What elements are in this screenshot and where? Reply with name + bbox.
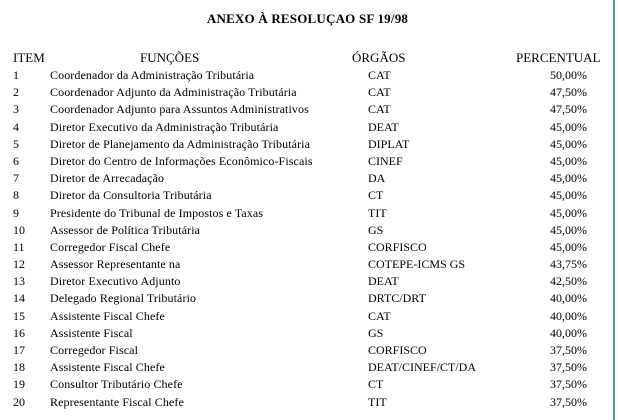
item-cell: 5 [13, 136, 19, 151]
table-row [0, 102, 615, 119]
table-row [0, 326, 615, 343]
orgao-cell: CAT [368, 68, 391, 82]
percentual-cell: 37,50% [550, 343, 587, 357]
table-row [0, 85, 615, 102]
funcao-cell: Diretor da Consultoria Tributária [50, 188, 212, 203]
table-row [0, 274, 615, 291]
orgao-cell: GS [368, 325, 384, 340]
orgao-cell: DEAT [368, 119, 399, 134]
percentual-cell: 45,00% [550, 188, 587, 203]
funcao-cell: Coordenador Adjunto da Administração Tributária [50, 85, 297, 100]
header-item: ITEM [13, 50, 45, 65]
item-cell: 1 [13, 68, 19, 82]
percentual-cell: 40,00% [550, 291, 587, 306]
table-row [0, 291, 615, 308]
percentual-cell: 45,00% [550, 205, 587, 220]
funcao-cell: Corregedor Fiscal [50, 343, 139, 357]
item-cell: 2 [13, 85, 19, 100]
percentual-cell: 40,00% [550, 308, 587, 323]
percentual-cell: 45,00% [550, 153, 587, 168]
percentual-cell: 45,00% [550, 136, 587, 151]
funcao-cell: Diretor de Arrecadação [50, 171, 165, 186]
orgao-cell: CORFISCO [368, 239, 427, 254]
percentual-cell: 40,00% [550, 325, 587, 340]
table-row [0, 206, 615, 223]
item-cell: 14 [13, 291, 25, 306]
percentual-cell: 37,50% [550, 360, 587, 375]
item-cell: 16 [13, 325, 25, 340]
funcao-cell: Corregedor Fiscal Chefe [50, 239, 171, 254]
item-cell: 17 [13, 343, 25, 357]
funcao-cell: Diretor Executivo da Administração Tributária [50, 119, 279, 134]
orgao-cell: TIT [368, 205, 387, 220]
table-row [0, 154, 615, 171]
funcao-cell: Presidente do Tribunal de Impostos e Taxas [50, 205, 264, 220]
funcao-cell: Assessor Representante na [50, 257, 181, 272]
orgao-cell: CT [368, 188, 384, 203]
percentual-cell: 50,00% [550, 68, 587, 82]
percentual-cell: 45,00% [550, 119, 587, 134]
table-row [0, 120, 615, 137]
funcao-cell: Assistente Fiscal Chefe [50, 360, 165, 375]
funcao-cell: Assessor de Política Tributária [50, 222, 201, 237]
percentual-cell: 47,50% [550, 102, 587, 117]
header-funcoes: FUNÇÕES [140, 50, 200, 65]
table-row [0, 137, 615, 154]
table-row [0, 395, 615, 412]
table-row [0, 223, 615, 240]
percentual-cell: 43,75% [550, 257, 587, 272]
funcao-cell: Representante Fiscal Chefe [50, 394, 184, 409]
table-row [0, 68, 615, 85]
funcao-cell: Diretor de Planejamento da Administração Tributária [50, 136, 311, 151]
item-cell: 10 [13, 222, 25, 237]
orgao-cell: TIT [368, 394, 387, 409]
orgao-cell: CAT [368, 102, 391, 117]
item-cell: 12 [13, 257, 25, 272]
funcao-cell: Coordenador da Administração Tributária [50, 68, 255, 82]
percentual-cell: 45,00% [550, 222, 587, 237]
table-row [0, 377, 615, 394]
percentual-cell: 45,00% [550, 171, 587, 186]
funcao-cell: Assistente Fiscal Chefe [50, 308, 165, 323]
header-orgaos: ÓRGÃOS [352, 50, 406, 65]
funcao-cell: Delegado Regional Tributário [50, 291, 197, 306]
orgao-cell: CINEF [368, 153, 403, 168]
orgao-cell: DEAT [368, 274, 399, 289]
table-row [0, 240, 615, 257]
item-cell: 11 [13, 239, 25, 254]
orgao-cell: CORFISCO [368, 343, 427, 357]
orgao-cell: DEAT/CINEF/CT/DA [368, 360, 476, 375]
funcao-cell: Diretor do Centro de Informações Econômico-Fiscais [50, 153, 313, 168]
header-percentual: PERCENTUAL [516, 50, 601, 65]
funcao-cell: Diretor Executivo Adjunto [50, 274, 181, 289]
funcao-cell: Consultor Tributário Chefe [50, 377, 183, 392]
funcao-cell: Coordenador Adjunto para Assuntos Administrativos [50, 102, 309, 117]
item-cell: 15 [13, 308, 25, 323]
orgao-cell: GS [368, 222, 384, 237]
orgao-cell: DA [368, 171, 386, 186]
item-cell: 19 [13, 377, 25, 392]
item-cell: 4 [13, 119, 19, 134]
orgao-cell: CAT [368, 308, 391, 323]
item-cell: 9 [13, 205, 19, 220]
funcao-cell: Assistente Fiscal [50, 325, 133, 340]
item-cell: 8 [13, 188, 19, 203]
item-cell: 18 [13, 360, 25, 375]
orgao-cell: DRTC/DRT [368, 291, 426, 306]
percentual-cell: 37,50% [550, 377, 587, 392]
table-row [0, 257, 615, 274]
table-body [0, 68, 615, 412]
item-cell: 3 [13, 102, 19, 117]
table-row [0, 360, 615, 377]
orgao-cell: CAT [368, 85, 391, 100]
table-row [0, 188, 615, 205]
item-cell: 20 [13, 394, 25, 409]
item-cell: 13 [13, 274, 25, 289]
table-row [0, 343, 615, 360]
percentual-cell: 47,50% [550, 85, 587, 100]
percentual-cell: 45,00% [550, 239, 587, 254]
orgao-cell: CT [368, 377, 384, 392]
orgao-cell: COTEPE-ICMS GS [368, 257, 466, 272]
table-row [0, 171, 615, 188]
percentual-cell: 37,50% [550, 394, 587, 409]
table-row [0, 309, 615, 326]
item-cell: 7 [13, 171, 19, 186]
orgao-cell: DIPLAT [368, 136, 410, 151]
percentual-cell: 42,50% [550, 274, 587, 289]
item-cell: 6 [13, 153, 19, 168]
page-title: ANEXO À RESOLUÇAO SF 19/98 [206, 11, 409, 26]
